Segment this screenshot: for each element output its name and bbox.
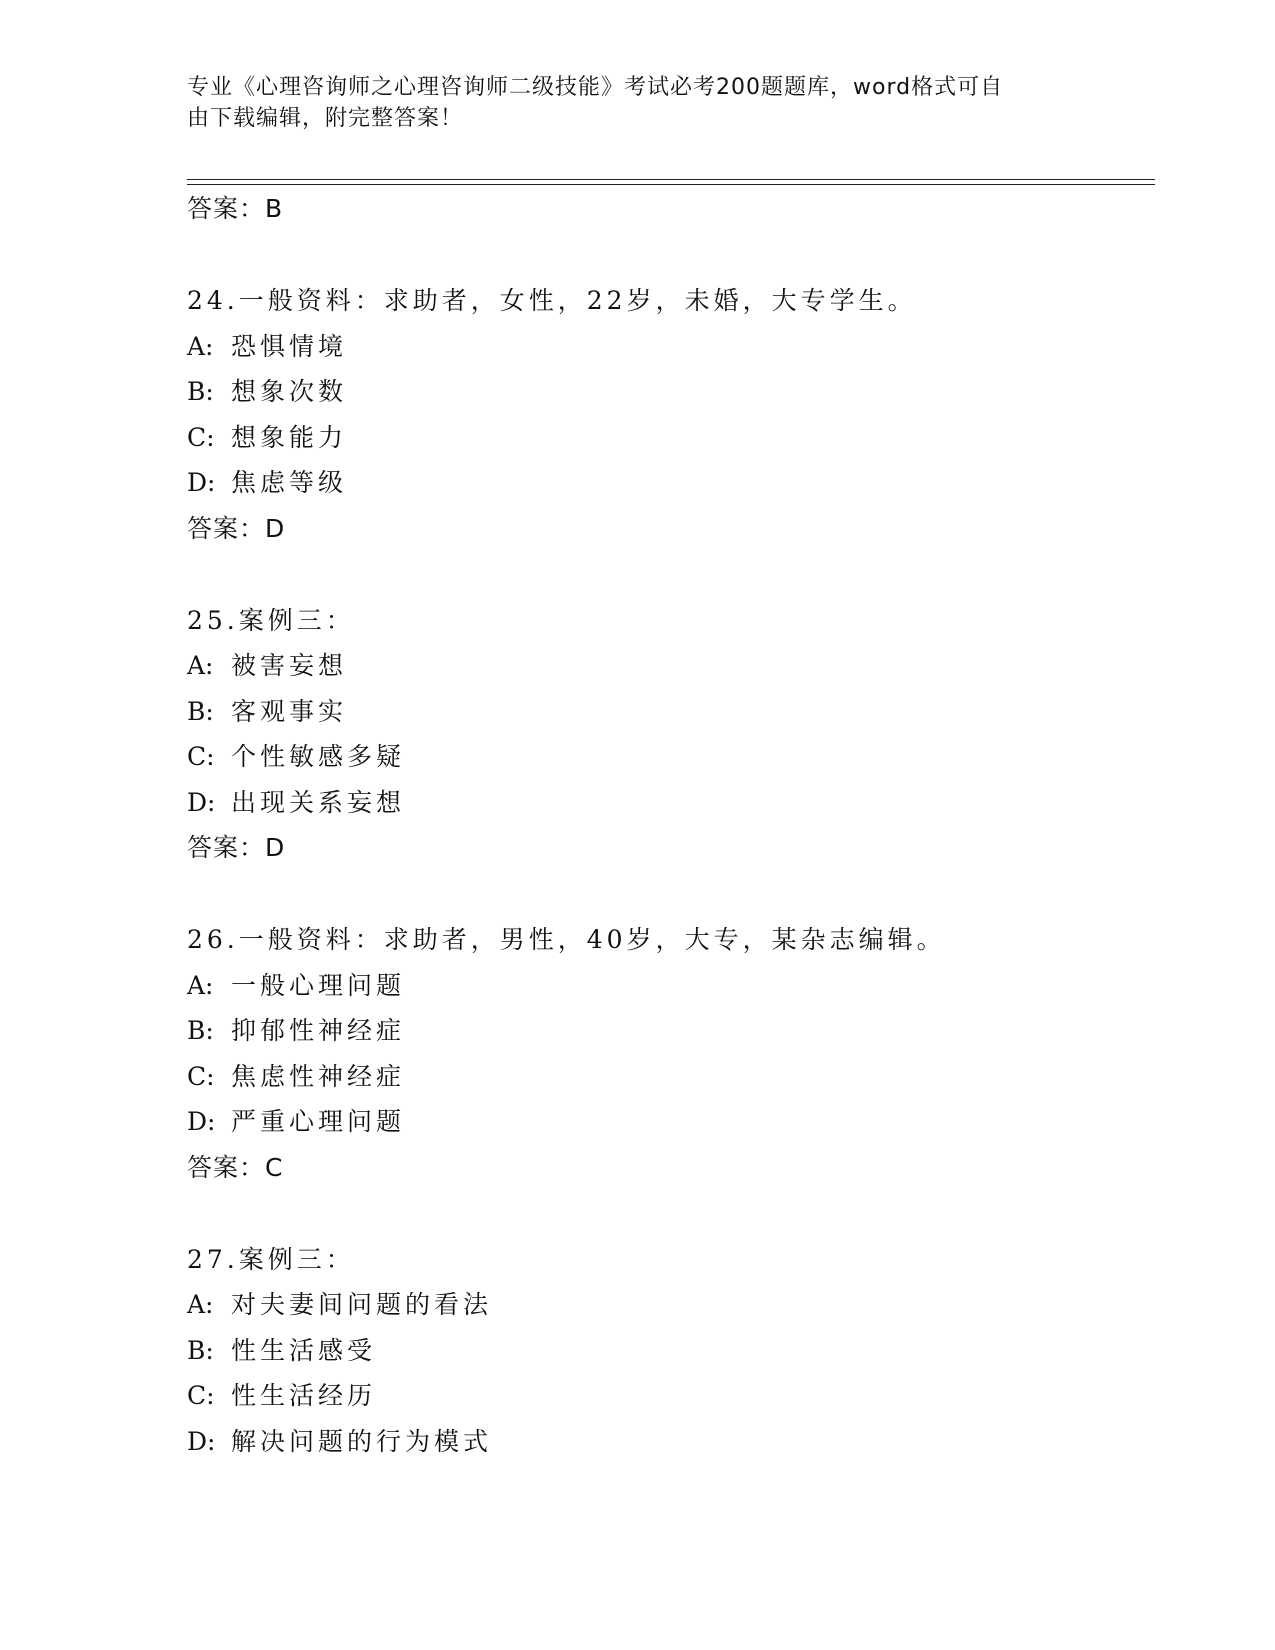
option-letter: B: (187, 696, 214, 726)
option-letter: D: (187, 1107, 216, 1136)
option-d (187, 1419, 1155, 1465)
option-letter: C: (187, 1061, 215, 1091)
question-27 (187, 1237, 1155, 1465)
header-divider-bottom (187, 184, 1155, 185)
answer-line: 答案：C (187, 1152, 284, 1182)
option-a (187, 324, 1155, 370)
header-line-2: 由下载编辑，附完整答案！ (187, 106, 464, 131)
option-letter: B: (187, 1335, 214, 1365)
option-letter: A: (187, 970, 214, 1000)
option-a (187, 963, 1155, 1009)
option-a (187, 643, 1155, 689)
answer-line: 答案：B (187, 194, 284, 223)
document-header (187, 72, 1087, 134)
option-text: 抑郁性神经症 (231, 1016, 406, 1045)
option-c (187, 1373, 1155, 1419)
option-letter: D: (187, 787, 216, 817)
option-text: 一般心理问题 (231, 970, 406, 1000)
option-letter: D: (187, 468, 216, 497)
option-letter: D: (187, 1426, 216, 1456)
option-text: 个性敏感多疑 (231, 742, 406, 771)
option-text: 性生活经历 (231, 1381, 377, 1410)
option-text: 严重心理问题 (231, 1107, 406, 1136)
question-title: 27.案例三： (187, 1244, 355, 1274)
question-title: 24.一般资料：求助者，女性，22岁，未婚，大专学生。 (187, 286, 917, 315)
option-text: 性生活感受 (231, 1335, 377, 1365)
option-text: 解决问题的行为模式 (231, 1426, 493, 1456)
option-letter: A: (187, 1290, 214, 1319)
option-b (187, 1008, 1155, 1054)
option-text: 对夫妻间问题的看法 (231, 1290, 493, 1319)
option-text: 焦虑等级 (231, 468, 348, 497)
option-c (187, 415, 1155, 461)
answer-line: 答案：D (187, 513, 286, 543)
option-b (187, 689, 1155, 735)
question-title: 26.一般资料：求助者，男性，40岁，大专，某杂志编辑。 (187, 925, 946, 954)
option-letter: B: (187, 377, 214, 406)
option-a (187, 1282, 1155, 1328)
option-text: 焦虑性神经症 (231, 1061, 406, 1091)
question-title: 25.案例三： (187, 605, 355, 635)
option-text: 恐惧情境 (231, 331, 348, 361)
header-divider-top (187, 179, 1155, 180)
option-d (187, 460, 1155, 506)
document-body (187, 186, 1155, 1464)
option-c (187, 1054, 1155, 1100)
option-text: 客观事实 (231, 696, 348, 726)
option-d (187, 780, 1155, 826)
option-letter: C: (187, 422, 215, 452)
header-line-1: 专业《心理咨询师之心理咨询师二级技能》考试必考200题题库，word格式可自 (187, 75, 1004, 100)
option-text: 被害妄想 (231, 651, 348, 680)
option-text: 想象能力 (231, 422, 348, 452)
option-letter: A: (187, 651, 214, 680)
option-b (187, 1328, 1155, 1374)
option-c (187, 734, 1155, 780)
option-letter: C: (187, 1381, 215, 1410)
question-24 (187, 278, 1155, 552)
answer-line: 答案：D (187, 833, 286, 862)
option-letter: C: (187, 742, 215, 771)
question-25 (187, 598, 1155, 872)
option-text: 出现关系妄想 (231, 787, 406, 817)
option-d (187, 1099, 1155, 1145)
option-letter: A: (187, 331, 214, 361)
option-b (187, 369, 1155, 415)
question-26 (187, 917, 1155, 1191)
option-text: 想象次数 (231, 377, 348, 406)
option-letter: B: (187, 1016, 214, 1045)
